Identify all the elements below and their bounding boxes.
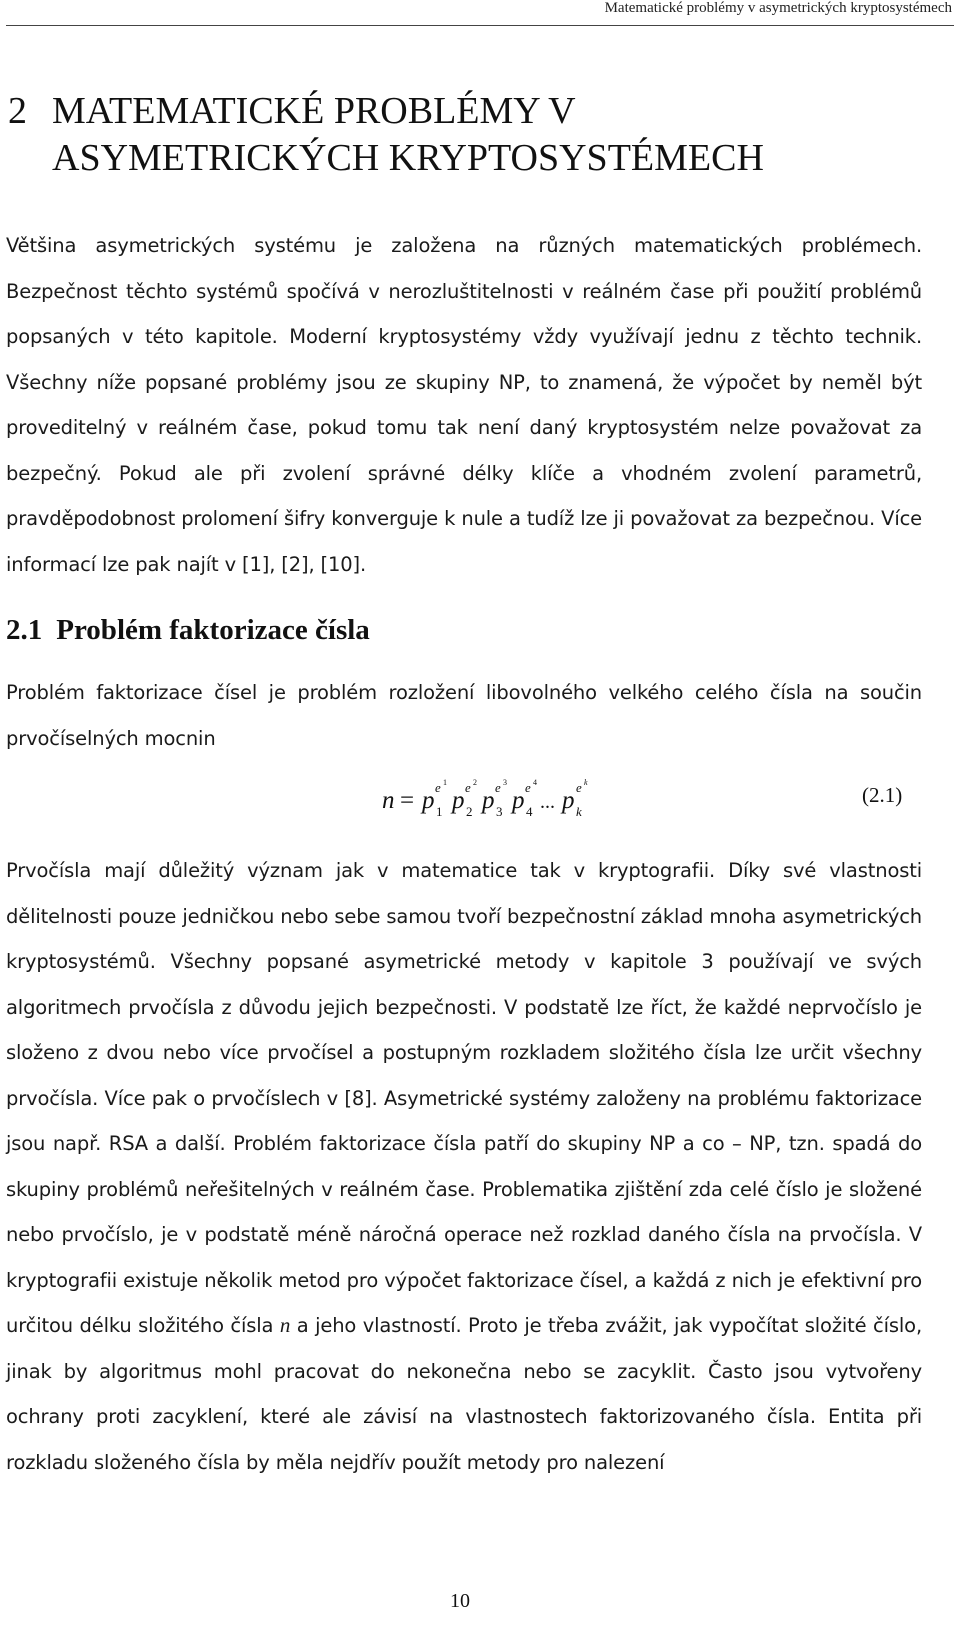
factor-4-base: p [512, 787, 525, 814]
factor-2-base: p [452, 787, 465, 814]
chapter-title-line2: ASYMETRICKÝCH KRYPTOSYSTÉMECH [52, 137, 764, 179]
factor-k-base: p [562, 787, 575, 814]
page-number: 10 [450, 1590, 470, 1612]
factor-1-exp: e [435, 780, 441, 795]
chapter-number: 2 [8, 90, 27, 132]
factor-1-sub: 1 [436, 804, 443, 819]
section-title-text: Problém faktorizace čísla [56, 614, 370, 646]
factor-3-sub: 3 [496, 804, 503, 819]
factor-3-exp: e [495, 780, 501, 795]
factor-4-exp: e [525, 780, 531, 795]
factor-3-exp-sub: 3 [503, 778, 507, 787]
body-paragraph-part1: Prvočísla mají důležitý význam jak v matematice tak v kryptografii. Díky své vlastnosti dělitelnosti pouze jedničkou nebo sebe samou tvoří bezpečnostní základ mnoha asymetrických kryptosystémů. Všechny popsané asymetrické metody v kapitole 3 používají ve svých algoritmech prvočísla z důvodu jejich bezpečnosti. V podstatě lze říct, že každé neprvočíslo je složeno z dvou nebo více prvočísel a postupným rozkladem složitého čísla lze určit všechny prvočísla. Více pak o prvočíslech v [8]. Asymetrické systémy založeny na problému faktorizace jsou např. RSA a další. Problém faktorizace čísla patří do skupiny NP a co – NP, tzn. spadá do skupiny problémů neřešitelných v reálném čase. Problematika zjištění zda celé číslo je složené nebo prvočíslo, je v podstatě méně náročná operace než rozklad daného čísla na prvočísla. V kryptografii existuje několik metod pro výpočet faktorizace čísel, a každá z nich je efektivní pro určitou délku složitého čísla [6, 859, 922, 1337]
factor-k-exp-sub: k [584, 778, 588, 787]
body-paragraph [6, 848, 922, 1485]
chapter-title [8, 88, 908, 182]
section-title [6, 614, 370, 647]
factor-4-sub: 4 [526, 804, 533, 819]
factor-3-base: p [482, 787, 495, 814]
equation-equals: = [400, 787, 415, 814]
factor-2-sub: 2 [466, 804, 473, 819]
definition-paragraph: Problém faktorizace čísel je problém rozložení libovolného velkého celého čísla na součin prvočíselných mocnin [6, 681, 922, 750]
factor-1-base: p [422, 787, 435, 814]
equation-number: (2.1) [862, 783, 903, 807]
factor-k-exp: e [576, 780, 582, 795]
factorization-equation [380, 770, 630, 830]
body-paragraph-part2: a jeho vlastností. Proto je třeba zvážit, jak vypočítat složité číslo, jinak by algoritmus mohl pracovat do nekonečna nebo se zacyklit. Často jsou vytvořeny ochrany proti zacyklení, které ale závisí na vlastnostech faktorizovaného čísla. Entita při rozkladu složeného čísla by měla nejdřív použít metody pro nalezení [6, 1314, 922, 1474]
equation-lhs: n [382, 787, 395, 814]
factor-2-exp: e [465, 780, 471, 795]
equation-ellipsis: ... [540, 791, 555, 813]
intro-paragraph: Většina asymetrických systému je založena na různých matematických problémech. Bezpečnost těchto systémů spočívá v nerozluštitelnosti v reálném čase při použití problémů popsaných v této kapitole. Moderní kryptosystémy vždy využívají jednu z těchto technik. Všechny níže popsané problémy jsou ze skupiny NP, to znamená, že výpočet by neměl být proveditelný v reálném čase, pokud tomu tak není daný kryptosystém nelze považovat za bezpečný. Pokud ale při zvolení správné délky klíče a vhodném zvolení parametrů, pravděpodobnost prolomení šifry konverguje k nule a tudíž lze ji považovat za bezpečnou. Více informací lze pak najít v [1], [2], [10]. [6, 234, 922, 576]
chapter-title-line1: MATEMATICKÉ PROBLÉMY V [52, 90, 576, 132]
section-number: 2.1 [6, 614, 43, 646]
factor-k-sub: k [576, 804, 582, 819]
factor-4-exp-sub: 4 [533, 778, 537, 787]
factor-2-exp-sub: 2 [473, 778, 477, 787]
variable-n: n [279, 1313, 291, 1337]
running-header: Matematické problémy v asymetrických kryptosystémech [604, 0, 952, 16]
header-divider [6, 25, 954, 26]
factor-1-exp-sub: 1 [443, 778, 447, 787]
